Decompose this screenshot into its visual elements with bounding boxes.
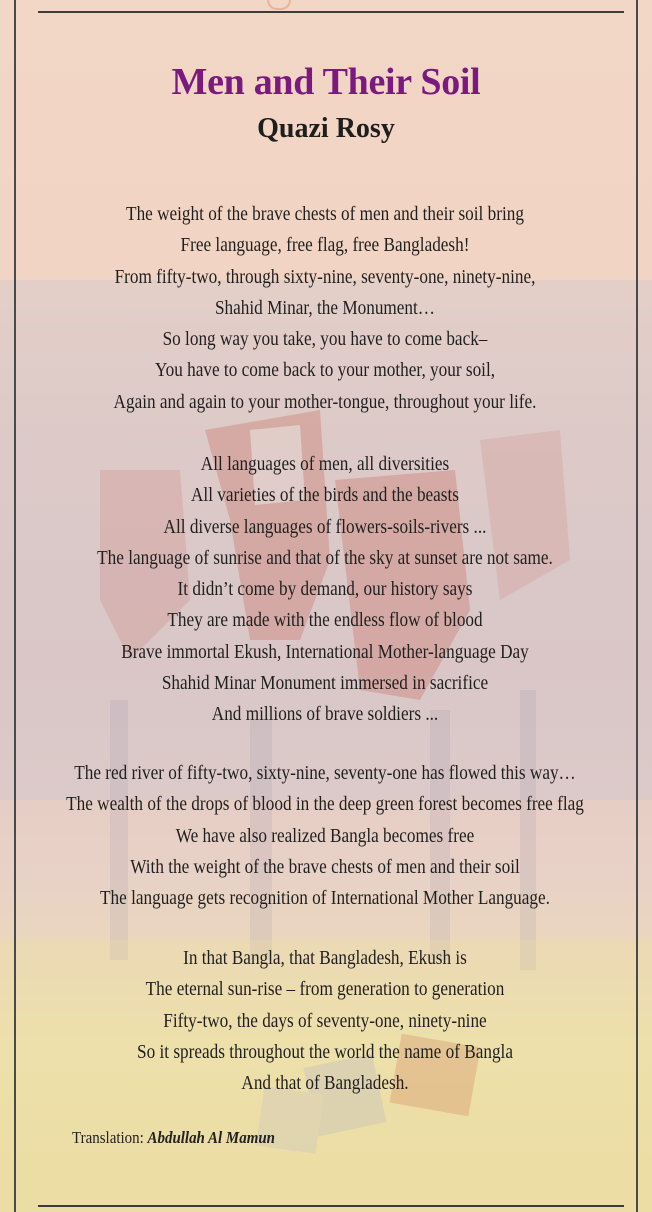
top-rule	[38, 11, 624, 13]
poem-line: The weight of the brave chests of men and their soil bring	[126, 203, 524, 225]
poem-title: Men and Their Soil	[171, 61, 481, 103]
poem-line: It didn’t come by demand, our history says	[177, 578, 473, 601]
bottom-rule	[38, 1205, 624, 1207]
poem-line: We have also realized Bangla becomes free	[175, 824, 475, 847]
poem-line: Brave immortal Ekush, International Mother-language Day	[121, 640, 529, 663]
translation-label: Translation:	[72, 1128, 144, 1147]
translation-credit	[72, 1128, 275, 1148]
poem-line: From fifty-two, through sixty-nine, seventy-one, ninety-nine,	[114, 265, 536, 288]
poem-line: Fifty-two, the days of seventy-one, ninety-nine	[163, 1009, 487, 1032]
poem-author: Quazi Rosy	[257, 113, 395, 144]
poem-line: And that of Bangladesh.	[241, 1072, 409, 1095]
poem-line: Again and again to your mother-tongue, throughout your life.	[113, 390, 537, 413]
right-border	[636, 0, 638, 1212]
poem-line: All varieties of the birds and the beasts	[191, 484, 459, 507]
poem-line: Free language, free flag, free Bangladesh!	[180, 234, 470, 257]
stanza-1	[14, 199, 636, 418]
poem-line: The language gets recognition of International Mother Language.	[100, 887, 550, 910]
poem-line: All diverse languages of flowers-soils-rivers ...	[163, 515, 487, 538]
poem-line: Shahid Minar, the Monument…	[214, 296, 436, 319]
poem-line: The red river of fifty-two, sixty-nine, seventy-one has flowed this way…	[74, 762, 576, 784]
poem-line: So it spreads throughout the world the name of Bangla	[137, 1040, 513, 1063]
poem-line: The eternal sun-rise – from generation to generation	[145, 978, 505, 1001]
poem-line: You have to come back to your mother, your soil,	[154, 359, 496, 382]
poem-line: With the weight of the brave chests of men and their soil	[130, 855, 520, 878]
translator-name: Abdullah Al Mamun	[147, 1128, 275, 1147]
stanza-2	[14, 449, 636, 731]
poem-line: Shahid Minar Monument immersed in sacrifice	[161, 672, 489, 695]
poem-line: In that Bangla, that Bangladesh, Ekush is	[183, 947, 467, 969]
poem-line: So long way you take, you have to come back–	[162, 328, 488, 351]
poem-line: The wealth of the drops of blood in the deep green forest becomes free flag	[66, 793, 584, 816]
poem-line: They are made with the endless flow of blood	[167, 609, 483, 632]
stanza-3	[14, 758, 636, 914]
stanza-4	[14, 943, 636, 1099]
poem-line: The language of sunrise and that of the sky at sunset are not same.	[97, 546, 553, 569]
poem-line: And millions of brave soldiers ...	[211, 703, 439, 726]
poem-line: All languages of men, all diversities	[200, 453, 450, 475]
